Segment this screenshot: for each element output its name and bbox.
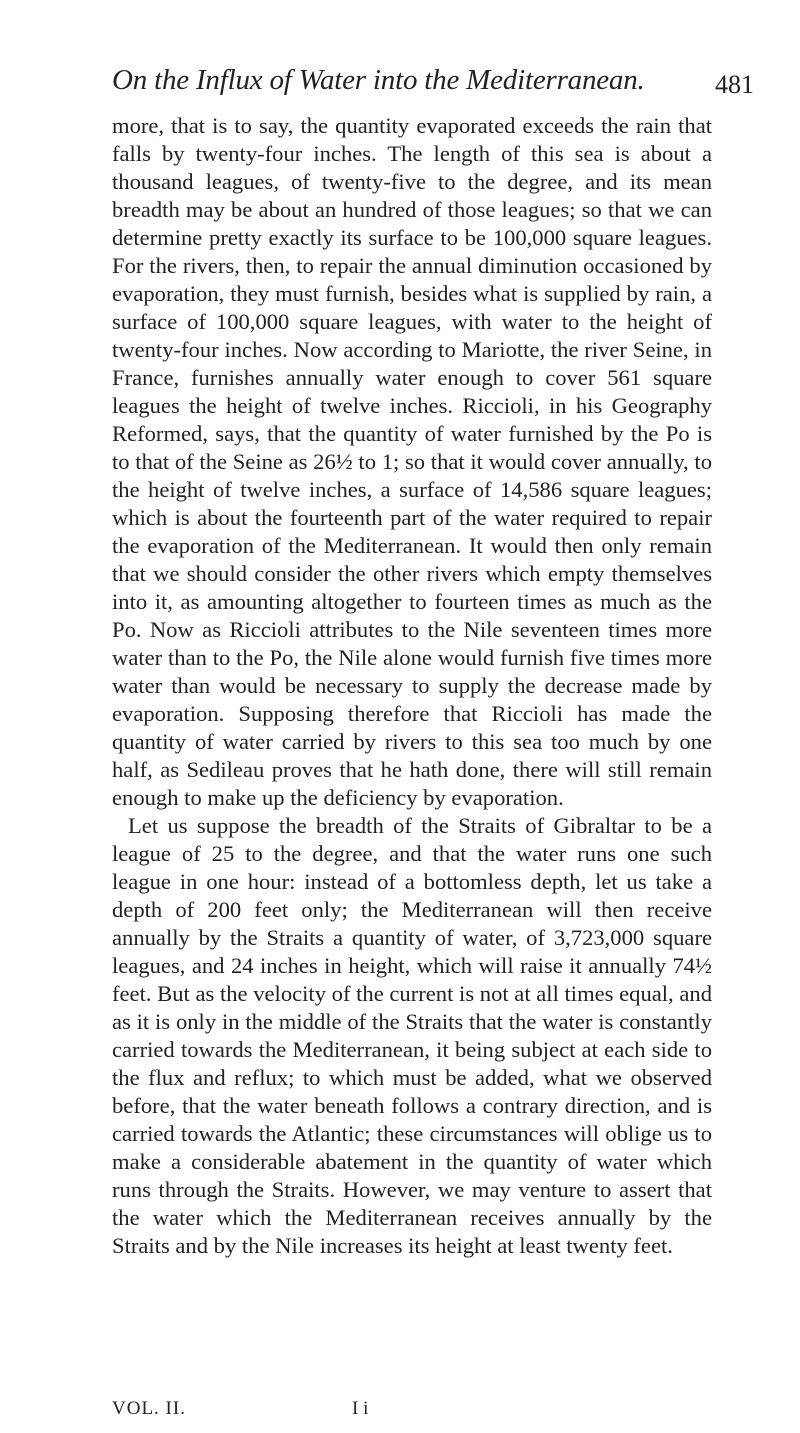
body-text [112,112,712,1260]
paragraph-1: more, that is to say, the quantity evaporated exceeds the rain that falls by twenty-four inches. The length of this sea is about a thousand leagues, of twenty-five to the degree, and its mean breadth may be about an hundred of those leagues; so that we can determine pretty exactly its surface to be 100,000 square leagues. For the rivers, then, to repair the annual diminution occasioned by evaporation, they must furnish, besides what is supplied by rain, a surface of 100,000 square leagues, with water to the height of twenty-four inches. Now according to Mariotte, the river Seine, in France, furnishes annually water enough to cover 561 square leagues the height of twelve inches. Riccioli, in his Geography Reformed, says, that the quantity of water furnished by the Po is to that of the Seine as 26½ to 1; so that it would cover annually, to the height of twelve inches, a surface of 14,586 square leagues; which is about the fourteenth part of the water required to repair the evaporation of the Mediterranean. It would then only remain that we should consider the other rivers which empty themselves into it, as amounting altogether to fourteen times as much as the Po. Now as Riccioli attributes to the Nile seventeen times more water than to the Po, the Nile alone would furnish five times more water than would be necessary to supply the decrease made by evaporation. Supposing therefore that Riccioli has made the quantity of water carried by rivers to this sea too much by one half, as Sedileau proves that he hath done, there will still remain enough to make up the deficiency by evaporation. [112,113,712,810]
paragraph-2: Let us suppose the breadth of the Straits of Gibraltar to be a league of 25 to the degree, and that the water runs one such league in one hour: instead of a bottomless depth, let us take a depth of 200 feet only; the Mediterranean will then receive annually by the Straits a quantity of water, of 3,723,000 square leagues, and 24 inches in height, which will raise it annually 74½ feet. But as the velocity of the current is not at all times equal, and as it is only in the middle of the Straits that the water is constantly carried towards the Mediterranean, it being subject at each side to the flux and reflux; to which must be added, what we observed before, that the water beneath follows a contrary direction, and is carried towards the Atlantic; these circumstances will oblige us to make a considerable abatement in the quantity of water which runs through the Straits. However, we may venture to assert that the water which the Mediterranean receives annually by the Straits and by the Nile increases its height at least twenty feet. [112,813,712,1258]
volume-label: VOL. II. [112,1398,186,1419]
page-header [112,56,754,106]
page-footer [112,1398,712,1424]
running-title: On the Influx of Water into the Mediterranean. [112,64,645,96]
signature-mark: I i [352,1398,369,1419]
page-number: 481 [715,70,754,99]
